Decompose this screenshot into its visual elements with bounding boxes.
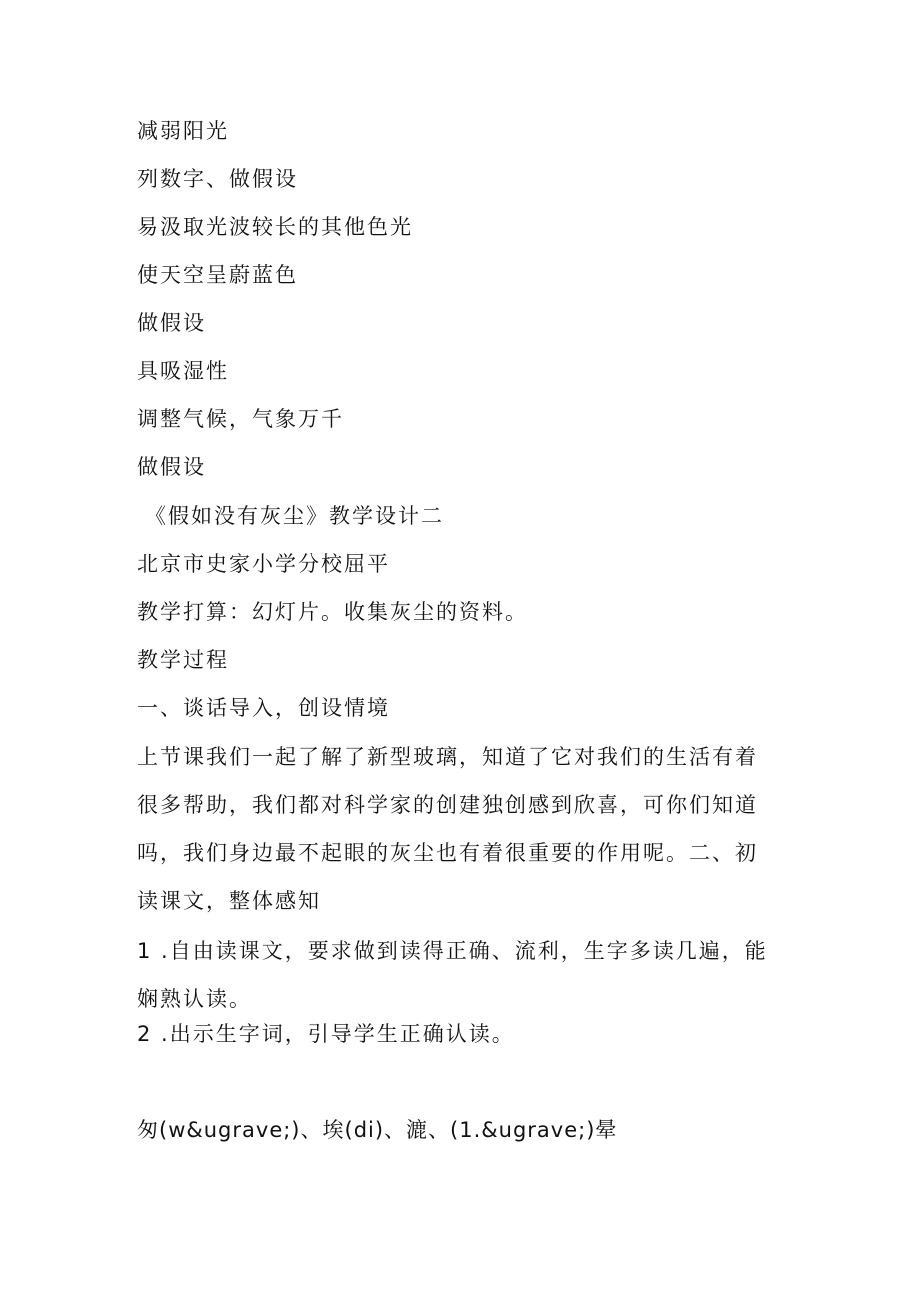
text-line: 做假设 [137, 455, 206, 479]
text-line: 减弱阳光 [137, 119, 229, 143]
text-line: 易汲取光波较长的其他色光 [137, 215, 413, 239]
list-item: 2 .出示生字词，引导学生正确认读。 [137, 1022, 515, 1046]
section-heading: 教学过程 [137, 648, 229, 672]
pinyin-line: 匆(w&ugrave;)、埃(di)、漉、(1.&ugrave;)晕 [137, 1118, 618, 1142]
text-line: 具吸湿性 [137, 359, 229, 383]
text-line: 列数字、做假设 [137, 167, 298, 191]
text-line: 做假设 [137, 311, 206, 335]
document-title: 《假如没有灰尘》教学设计二 [145, 504, 444, 528]
author-line: 北京市史家小学分校屈平 [137, 552, 390, 576]
section-heading: 一、谈话导入，创设情境 [137, 696, 390, 720]
text-line: 调整气候，气象万千 [137, 407, 344, 431]
list-item: 1 .自由读课文，要求做到读得正确、流利，生字多读几遍，能娴熟认读。 [137, 939, 768, 1011]
intro-paragraph: 上节课我们一起了解了新型玻璃，知道了它对我们的生活有着很多帮助，我们都对科学家的创建独创感到欣喜，可你们知道吗，我们身边最不起眼的灰尘也有着很重要的作用呢。二、初读课文，整体感知 [137, 745, 758, 913]
text-line: 使天空呈蔚蓝色 [137, 263, 298, 287]
preparation-line: 教学打算：幻灯片。收集灰尘的资料。 [137, 600, 528, 624]
